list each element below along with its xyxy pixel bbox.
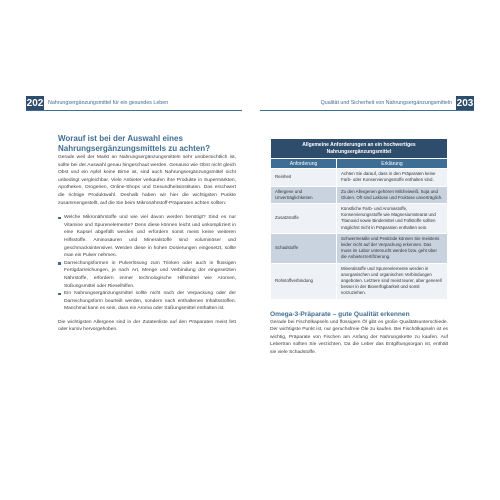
omega-heading: Omega-3-Präparate – gute Qualität erkennen <box>270 310 410 318</box>
requirement-cell: Rohstoffverbindung <box>271 263 337 299</box>
running-title-right: Qualität und Sicherheit von Nahrungsergänzungsmitteln <box>320 100 452 106</box>
header-rule-right <box>260 110 474 111</box>
column-header-requirement: Anforderung <box>271 159 337 169</box>
requirement-cell: Schadstoffe <box>271 233 337 263</box>
table-row <box>271 204 448 234</box>
requirements-table <box>270 138 448 300</box>
requirement-cell: Zusatzstoffe <box>271 204 337 234</box>
bullet-square-icon <box>58 262 61 265</box>
explanation-cell: Achten Sie darauf, dass in den Präparaten keine Farb- oder Konservierungsstoffe enthalten sind. <box>337 169 448 186</box>
bullet-text: Darreichungsformen in Pulverlösung zum Trinken oder auch in flüssigen Fertigdarreichungen, je nach Art, Menge und Verbindung der eingesetzten Nährstoffe, erfordern immer technologische Hilfsmittel wie Aromen, Süßungsmittel oder Rieselhilfen. <box>64 260 236 289</box>
header-rule-left <box>26 110 242 111</box>
bullet-square-icon <box>58 217 61 220</box>
table-row <box>271 263 448 299</box>
left-column <box>58 134 236 334</box>
bullet-text: Welche Mikronährstoffe und wie viel davon werden benötigt? Sind es nur Vitamine und Spurenelemente? Denn diese können leicht und unkompliziert in eine Kapsel abgefüllt werden und erfordern somit meist keine weiteren Hilfsstoffe. Aminosäuren und Mineralstoffe sind voluminöser und geschmacksintensiver. Werden diese in hohen Dosierungen eingesetzt, sollte man ein Pulver nehmen. <box>64 215 236 259</box>
column-header-explanation: Erklärung <box>337 159 448 169</box>
section-heading: Worauf ist bei der Auswahl eines Nahrungsergänzungsmittels zu achten? <box>58 134 211 153</box>
table-row <box>271 169 448 186</box>
bullet-square-icon <box>58 293 61 296</box>
bullet-item <box>58 214 236 260</box>
page-header <box>0 96 500 111</box>
explanation-cell: Mineralstoffe und Spurenelemente werden in anorganischen und organischen Verbindungen angeboten. Letztere sind meist teurer, aber generell besser in der Bioverfügbarkeit und somit vorzuziehen. <box>337 263 448 299</box>
explanation-cell: Künstliche Farb- und Aromastoffe, Konservierungsstoffe wie Magnesiumstearat und Titanoxid sowie Bindemittel und Füllstoffe sollten möglichst nicht in Präparaten enthalten sein. <box>337 204 448 234</box>
page-number-left: 202 <box>26 98 44 109</box>
intro-paragraph: Gerade weil der Markt an Nahrungsergänzungsmitteln sehr unübersichtlich ist, sollte bei der Auswahl genau hingeschaut werden. Genauso wie Obst nicht gleich Obst und ein Apfel keine Birne ist, sind auch Nahrungsergänzungsmittel nicht unbedingt vergleichbar. Viele Anbieter verkaufen ihre Produkte in Supermärkten, Apotheken, Drogerien, Online-Shops und Gesundheitsinstituten. Das erschwert die richtige Produktwahl. Deshalb haben wir hier die wichtigsten Punkte zusammengestellt, auf die Sie beim Mikronährstoff-Präparaten achten sollten: <box>58 155 236 206</box>
table-caption: Allgemeine Anforderungen an ein hochwertiges Nahrungsergänzungsmittel <box>271 139 448 159</box>
requirement-cell: Allergene und Unverträglichkeiten <box>271 186 337 203</box>
right-column <box>270 138 448 357</box>
closing-paragraph: Die wichtigsten Allergene sind in der Zutatenliste auf den Präparaten meist fett oder kursiv hervorgehoben. <box>58 319 236 333</box>
page-number-right: 203 <box>456 98 474 109</box>
explanation-cell: Zu den Allergenen gehören Milcheiweiß, Soja und Gluten. Oft sind Laktose und Fruktose unverträglich. <box>337 186 448 203</box>
bullet-text: Ein Nahrungsergänzungsmittel sollte nicht nach der Verpackung oder der Darreichungsform beurteilt werden, sondern nach enthaltenen Inhaltsstoffen. Manchmal kann es sein, dass ein Aroma oder Süßungsmittel enthalten ist. <box>64 291 236 312</box>
bullet-item <box>58 290 236 313</box>
running-title-left: Nahrungsergänzungsmittel für ein gesundes Leben <box>48 100 169 106</box>
bullet-list <box>58 214 236 313</box>
requirement-cell: Reinheit <box>271 169 337 186</box>
explanation-cell: Schwermetalle und Pestizide können Sie meistens leider nicht auf der Verpackung erkennen. Das muss im Labor untersucht werden bzw. geht über die Anbieterzertifizierung. <box>337 233 448 263</box>
bullet-item <box>58 260 236 290</box>
table-row <box>271 233 448 263</box>
omega-paragraph: Gerade bei Fischölkapseln und flüssigem Öl gibt es große Qualitätsunterschiede. Der wichtigste Punkt ist, nur geruchsfreie Öle zu kaufen. Bei Fischölkapseln ist es wichtig, Präparate von Fischen am Anfang der Nahrungskette zu kaufen. Auf Lebertran sollten Sie verzichten. Da die Leber das Entgiftungsorgan ist, enthält sie viele Schadstoffe. <box>270 319 448 356</box>
table-row <box>271 186 448 203</box>
